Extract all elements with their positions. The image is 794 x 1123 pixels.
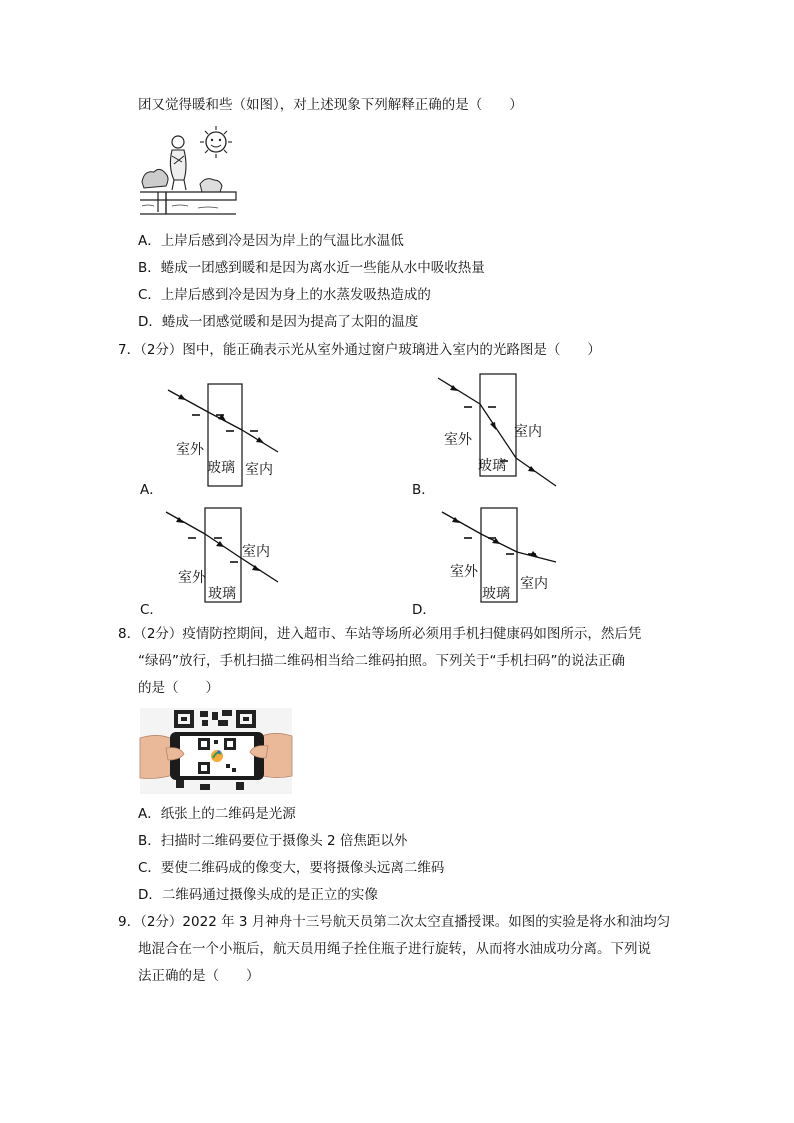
q7d-label-outdoor: 室外: [450, 564, 478, 580]
q7-diagram-d: [436, 506, 566, 606]
q6-stem-tail: 团又觉得暖和些（如图），对上述现象下列解释正确的是（ ）: [138, 97, 523, 113]
q8-option-d: D．二维码通过摄像头成的是正立的实像: [138, 887, 378, 903]
q7a-label-indoor: 室内: [245, 462, 273, 478]
q8-stem-line-3: 的是（ ）: [138, 680, 219, 696]
q7d-label-glass: 玻璃: [482, 586, 510, 602]
q7-diagram-c: [160, 506, 290, 606]
q7c-label-glass: 玻璃: [208, 586, 236, 602]
q7-diagram-b: [432, 372, 562, 492]
q7b-label-glass: 玻璃: [478, 458, 506, 474]
q6-option-b: B．蜷成一团感到暖和是因为离水近一些能从水中吸收热量: [138, 260, 485, 276]
q7-option-a-letter: A．: [140, 482, 163, 498]
q7-diagram-a: [160, 382, 290, 492]
q7-option-c-letter: C．: [140, 602, 163, 618]
q8-option-a: A．纸张上的二维码是光源: [138, 806, 296, 822]
q7b-label-outdoor: 室外: [444, 432, 472, 448]
q8-option-b: B．扫描时二维码要位于摄像头 2 倍焦距以外: [138, 833, 408, 849]
q9-stem-line-1: 9．（2分）2022 年 3 月神舟十三号航天员第二次太空直播授课。如图的实验是将水和油均匀: [118, 914, 671, 930]
q8-stem-line-2: “绿码”放行，手机扫描二维码相当给二维码拍照。下列关于“手机扫码”的说法正确: [138, 653, 625, 669]
q7b-label-indoor: 室内: [514, 424, 542, 440]
q7a-label-outdoor: 室外: [176, 442, 204, 458]
q7c-label-indoor: 室内: [242, 544, 270, 560]
q7-option-b-letter: B．: [412, 482, 435, 498]
q9-stem-line-2: 地混合在一个小瓶后，航天员用绳子拴住瓶子进行旋转，从而将水油成功分离。下列说: [138, 941, 651, 957]
q8-option-c: C．要使二维码成的像变大，要将摄像头远离二维码: [138, 860, 445, 876]
q7-option-d-letter: D．: [412, 602, 436, 618]
q8-figure-phone-scan: [140, 708, 292, 794]
q7d-label-indoor: 室内: [520, 576, 548, 592]
q9-stem-line-3: 法正确的是（ ）: [138, 968, 260, 984]
q7-stem: 7．（2分）图中，能正确表示光从室外通过窗户玻璃进入室内的光路图是（ ）: [118, 342, 601, 358]
q6-option-c: C．上岸后感到冷是因为身上的水蒸发吸热造成的: [138, 287, 431, 303]
q6-option-d: D．蜷成一团感觉暖和是因为提高了太阳的温度: [138, 314, 419, 330]
q6-option-a: A．上岸后感到冷是因为岸上的气温比水温低: [138, 233, 404, 249]
q6-figure-beach-person: [138, 122, 238, 220]
q6-illustration: [138, 122, 238, 220]
sun-icon: [206, 132, 226, 152]
dog-icon: [200, 179, 222, 192]
q8-stem-line-1: 8．（2分）疫情防控期间，进入超市、车站等场所必须用手机扫健康码如图所示，然后凭: [118, 626, 642, 642]
q7a-label-glass: 玻璃: [207, 460, 235, 476]
q7c-label-outdoor: 室外: [178, 570, 206, 586]
